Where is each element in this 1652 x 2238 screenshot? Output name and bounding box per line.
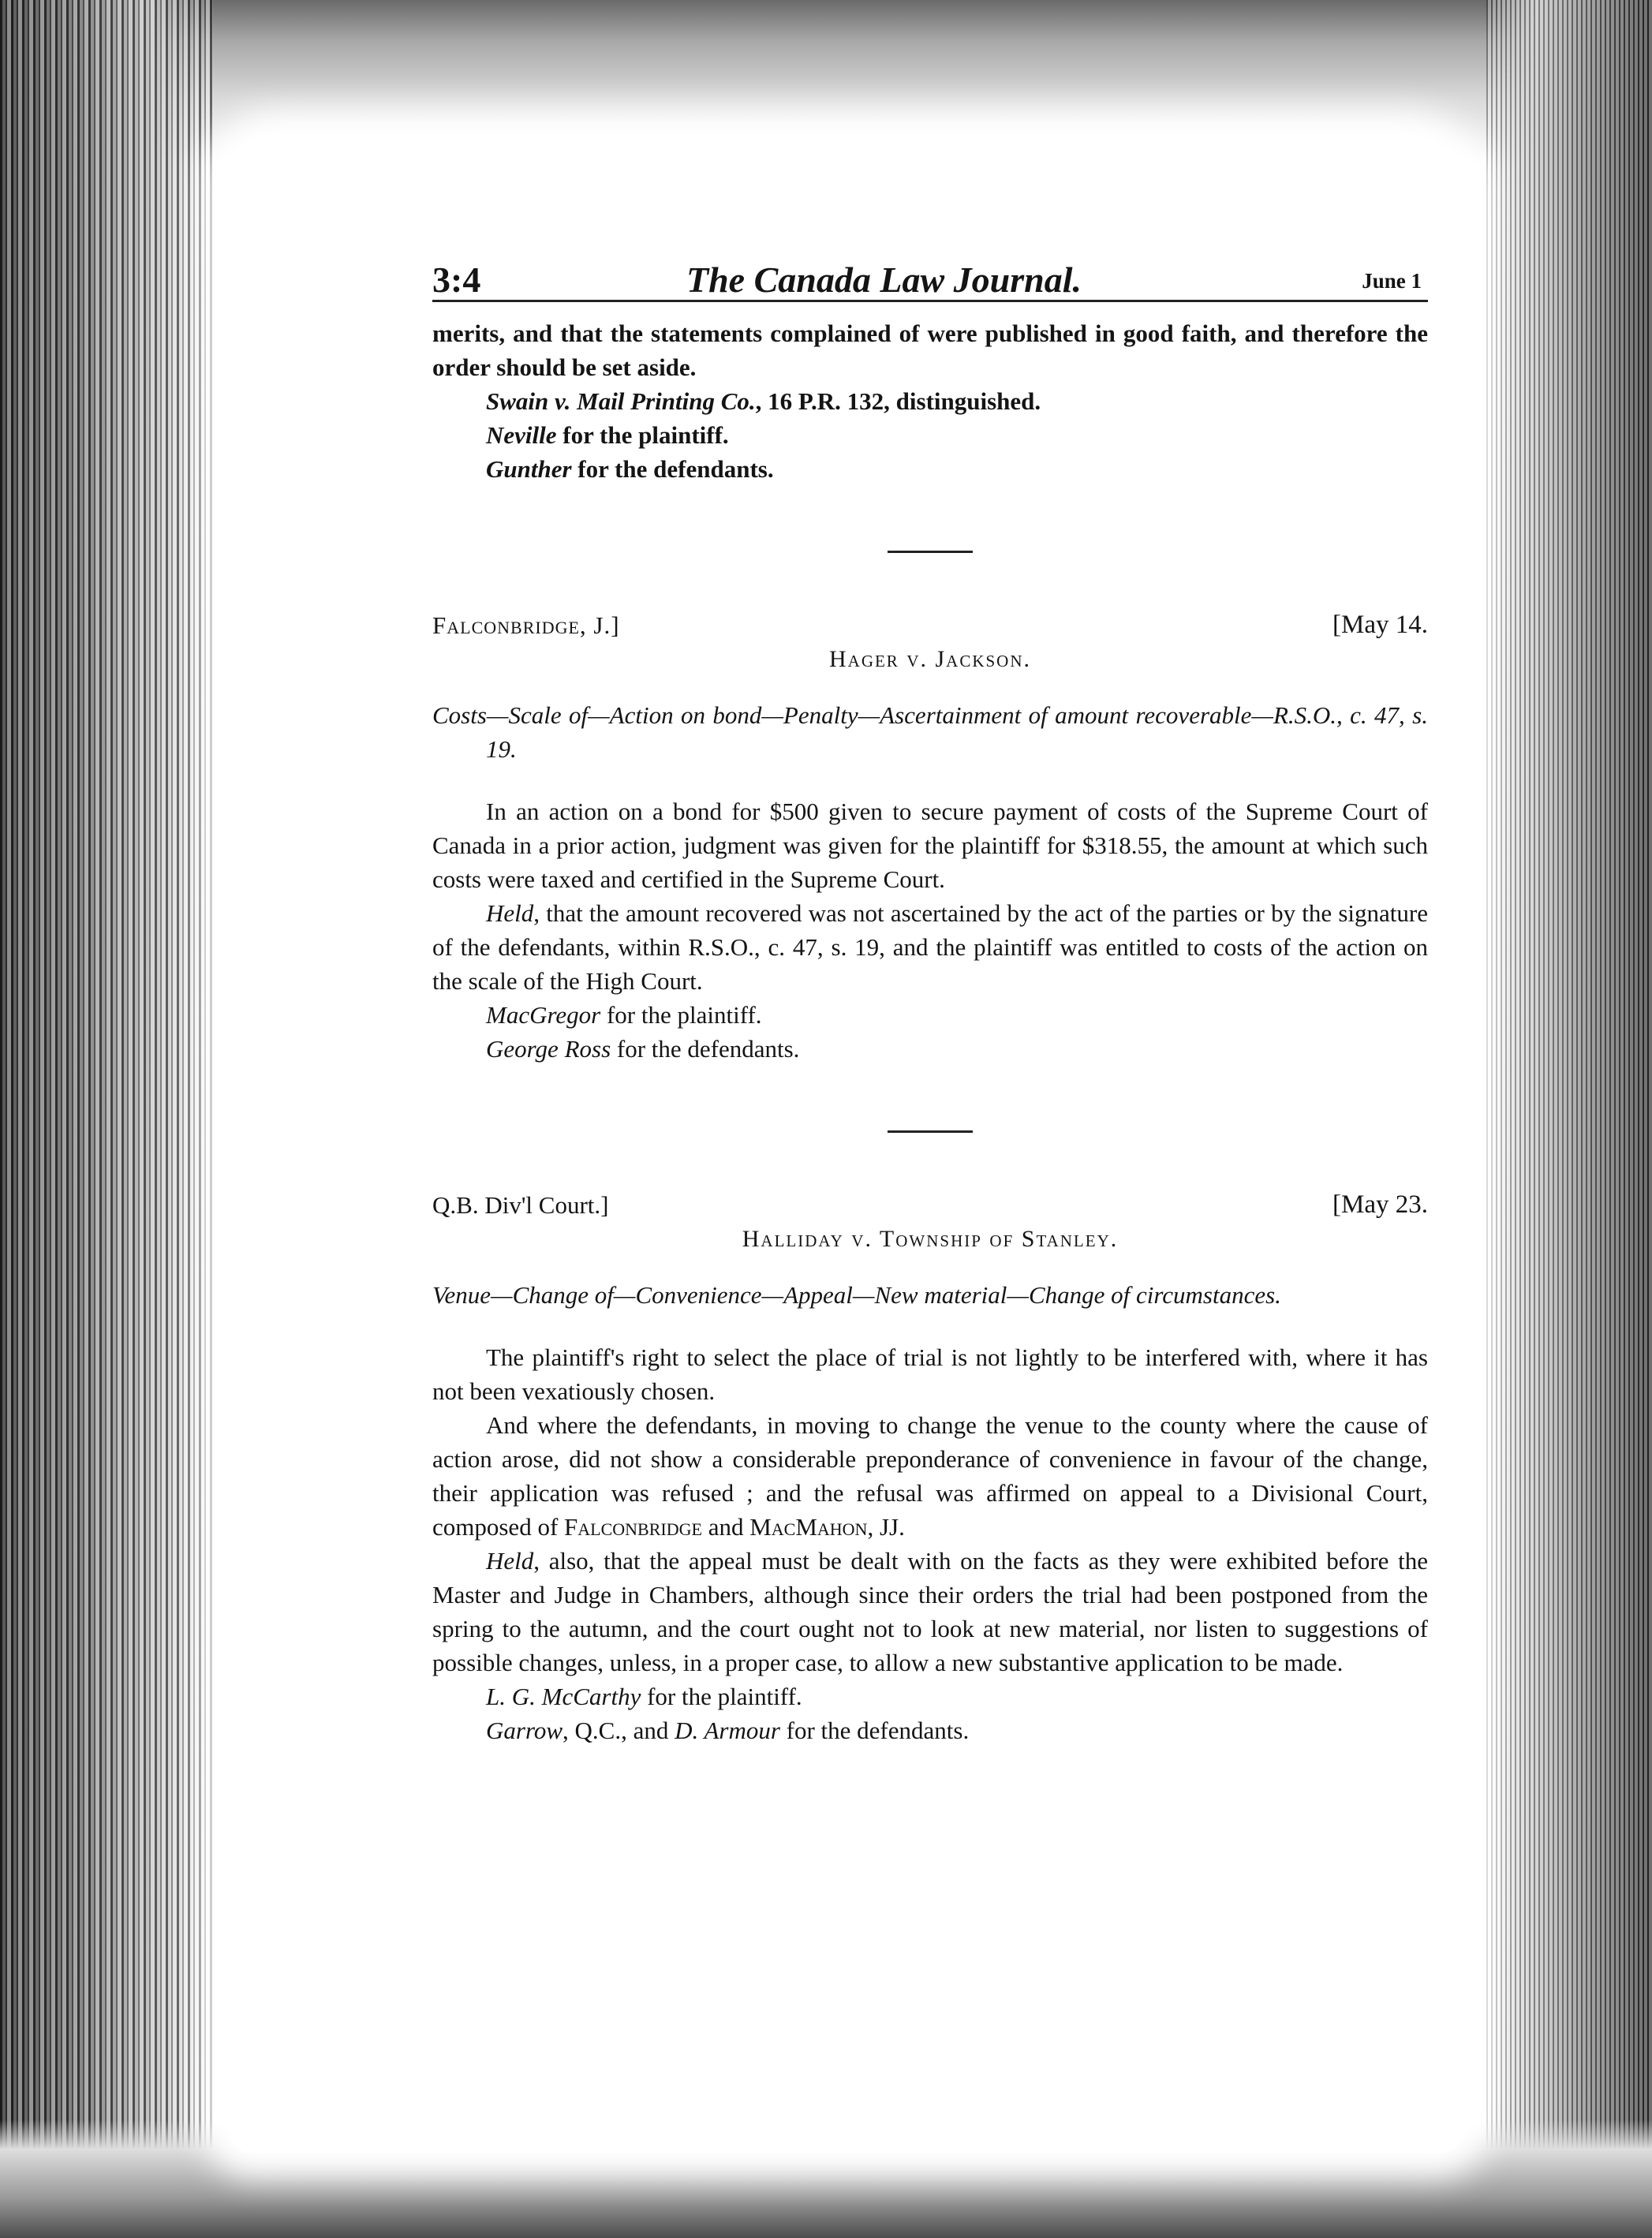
running-header [432, 254, 1428, 302]
citation-line [432, 384, 1428, 418]
counsel-role: for the defendants. [611, 1035, 800, 1063]
case-title: Halliday v. Township of Stanley. [742, 1226, 1119, 1252]
held-text: , also, that the appeal must be dealt with on the facts as they were exhibited before the Master and Judge in Chambers, although since their orders the trial had been postponed from the spring to the autumn, and the court ought not to look at new material, nor listen to suggestions of possible changes, unless, in a proper case, to allow a new substantive application to be made. [432, 1547, 1428, 1676]
judge-name: Falconbridge [564, 1513, 702, 1541]
counsel-role: for the plaintiff. [641, 1683, 802, 1710]
counsel-plaintiff [432, 418, 1428, 452]
page-content [432, 254, 1428, 1747]
court: Q.B. Div'l Court.] [432, 1191, 609, 1219]
counsel-defendants [432, 1032, 1428, 1066]
paragraph-text: and [701, 1513, 750, 1541]
counsel-name: L. G. McCarthy [486, 1683, 641, 1710]
headnote: Venue—Change of—Convenience—Appeal—New material—Change of circumstances. [432, 1281, 1281, 1309]
held-paragraph [432, 896, 1428, 998]
case-title: Hager v. Jackson. [828, 646, 1032, 672]
counsel-defendants [432, 1713, 1428, 1747]
counsel-plaintiff [432, 1679, 1428, 1713]
paragraph-text: , JJ. [867, 1513, 905, 1541]
counsel-name: Gunther [486, 455, 572, 483]
cited-case: Swain v. Mail Printing Co. [486, 387, 756, 415]
judge-name: MacMahon [749, 1513, 868, 1541]
page-number: 3:4 [432, 260, 481, 300]
court-line [432, 608, 1428, 642]
paragraph: In an action on a bond for $500 given to secure payment of costs of the Supreme Court of Canada in a prior action, judgment was given for the plaintiff for $318.55, the amount at which such costs were taxed and certified in the Supreme Court. [432, 798, 1428, 893]
counsel-defendants [432, 452, 1428, 486]
section-divider [888, 1130, 973, 1133]
court-line [432, 1188, 1428, 1222]
judge: Falconbridge, J.] [432, 611, 620, 639]
counsel-name: D. Armour [675, 1717, 780, 1744]
counsel-role: for the plaintiff. [600, 1001, 762, 1029]
held-word: Held [486, 1547, 534, 1575]
counsel-name: Garrow [486, 1717, 563, 1744]
continuation-text: merits, and that the statements complained of were published in good faith, and therefore the order should be set aside. [432, 319, 1428, 381]
journal-title: The Canada Law Journal. [686, 260, 1082, 300]
scan-edge-right [1486, 0, 1652, 2238]
held-paragraph [432, 1544, 1428, 1679]
counsel-plaintiff [432, 998, 1428, 1032]
decision-date: [May 14. [1332, 611, 1428, 639]
counsel-name: Neville [486, 421, 557, 449]
cited-case-rest: , 16 P.R. 132, distinguished. [755, 387, 1041, 415]
section-divider [888, 551, 973, 553]
paragraph: The plaintiff's right to select the place of trial is not lightly to be interfered with, where it has not been vexatiously chosen. [432, 1343, 1428, 1405]
counsel-role: for the defendants. [779, 1717, 970, 1744]
held-word: Held [486, 899, 534, 927]
decision-date: [May 23. [1332, 1190, 1428, 1219]
held-text: , that the amount recovered was not ascertained by the act of the parties or by the signature of the defendants, within R.S.O., c. 47, s. 19, and the plaintiff was entitled to costs of the action on the scale of the High Court. [432, 899, 1428, 995]
counsel-role: for the plaintiff. [556, 421, 729, 449]
counsel-role: , Q.C., and [563, 1717, 675, 1744]
issue-date: June 1 [1362, 269, 1422, 293]
case-hager-v-jackson [432, 608, 1428, 1066]
paragraph [432, 1408, 1428, 1544]
case-continuation [432, 316, 1428, 486]
counsel-name: George Ross [486, 1035, 611, 1063]
paragraph-text: And where the defendants, in moving to change the venue to the county where the cause of action arose, did not show a considerable preponderance of convenience in favour of the change, their application was refused ; and the refusal was affirmed on appeal to a Divisional Court, composed of [432, 1411, 1428, 1541]
scan-edge-left [0, 0, 213, 2238]
headnote: Costs—Scale of—Action on bond—Penalty—Ascertainment of amount recoverable—R.S.O., c. 47, s. 19. [432, 701, 1428, 763]
case-halliday-v-township-of-stanley [432, 1188, 1428, 1747]
counsel-name: MacGregor [486, 1001, 601, 1029]
counsel-role: for the defendants. [571, 455, 774, 483]
